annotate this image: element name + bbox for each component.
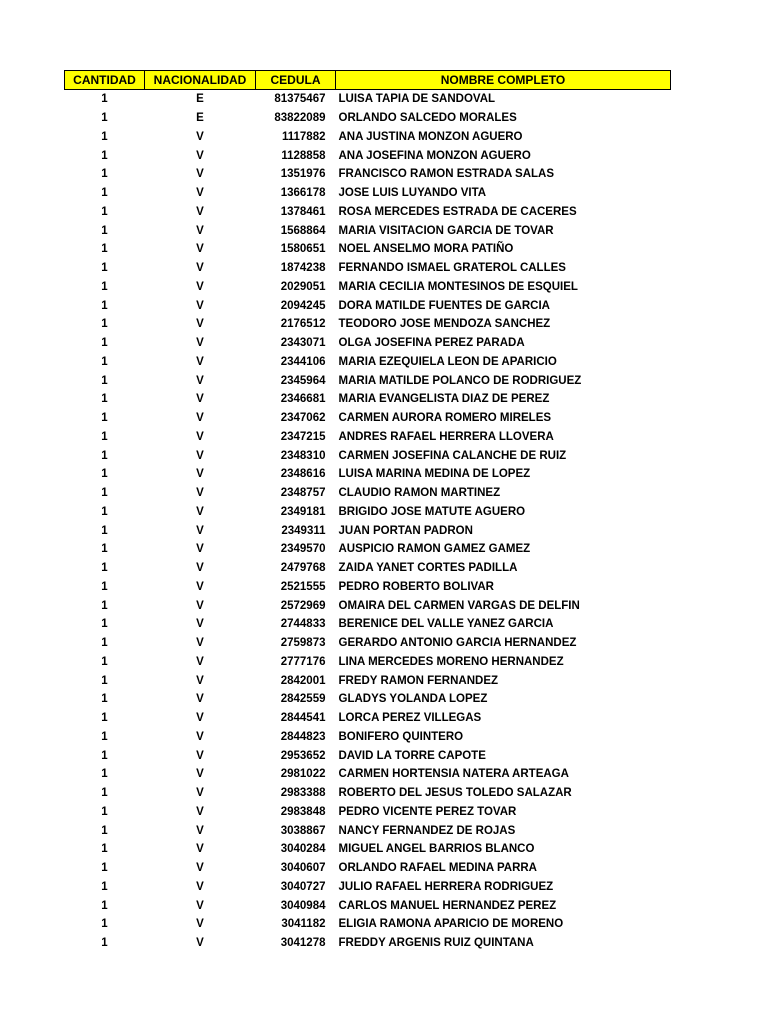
cedula-cell[interactable]: 1128858 <box>281 149 326 162</box>
cedula-cell[interactable]: 2349311 <box>281 524 326 537</box>
nacionalidad-cell[interactable]: V <box>196 487 204 500</box>
nombre-cell[interactable]: LINA MERCEDES MORENO HERNANDEZ <box>338 655 564 668</box>
cantidad-cell[interactable]: 1 <box>101 430 108 443</box>
cedula-cell[interactable]: 3041182 <box>281 918 326 931</box>
table-row <box>65 484 671 503</box>
table-row <box>65 353 671 372</box>
table-row <box>65 634 671 653</box>
nombre-cell[interactable]: LORCA PEREZ VILLEGAS <box>338 712 482 725</box>
cedula-cell[interactable]: 2344106 <box>280 355 326 368</box>
table-row <box>65 728 671 747</box>
cantidad-cell[interactable]: 1 <box>101 543 108 556</box>
nacionalidad-cell[interactable]: V <box>196 355 204 368</box>
cantidad-cell[interactable]: 1 <box>101 562 108 575</box>
cantidad-cell[interactable]: 1 <box>101 880 108 893</box>
table-row <box>65 671 671 690</box>
cedula-cell[interactable]: 2347215 <box>280 430 326 443</box>
cedula-cell[interactable]: 2094245 <box>280 299 326 312</box>
nombre-cell[interactable]: DAVID LA TORRE CAPOTE <box>338 749 486 762</box>
table-row <box>65 146 671 165</box>
nacionalidad-cell[interactable]: V <box>196 149 204 162</box>
nombre-cell[interactable]: PEDRO ROBERTO BOLIVAR <box>338 580 494 593</box>
cedula-cell[interactable]: 2842001 <box>280 674 326 687</box>
table-row <box>65 540 671 559</box>
table-row <box>65 109 671 128</box>
cedula-cell[interactable]: 2346681 <box>280 393 326 406</box>
cedula-cell[interactable]: 2348616 <box>280 468 326 481</box>
cantidad-cell[interactable]: 1 <box>101 937 108 950</box>
nacionalidad-cell[interactable]: V <box>196 562 204 575</box>
nacionalidad-cell[interactable]: V <box>196 318 204 331</box>
nacionalidad-cell[interactable]: V <box>196 262 204 275</box>
nombre-cell[interactable]: MARIA EZEQUIELA LEON DE APARICIO <box>338 355 557 368</box>
cedula-cell[interactable]: 2981022 <box>280 768 326 781</box>
nombre-cell[interactable]: BERENICE DEL VALLE YANEZ GARCIA <box>338 618 554 631</box>
nombre-cell[interactable]: ELIGIA RAMONA APARICIO DE MORENO <box>338 918 564 931</box>
cantidad-cell[interactable]: 1 <box>101 337 108 350</box>
nombre-cell[interactable]: CLAUDIO RAMON MARTINEZ <box>338 487 501 500</box>
cantidad-cell[interactable]: 1 <box>101 599 108 612</box>
table-row <box>65 184 671 203</box>
cedula-cell[interactable]: 2348310 <box>280 449 326 462</box>
cantidad-cell[interactable]: 1 <box>101 280 108 293</box>
table-row <box>65 296 671 315</box>
cedula-cell[interactable]: 1351976 <box>280 168 326 181</box>
cantidad-cell[interactable]: 1 <box>101 862 108 875</box>
nacionalidad-cell[interactable]: V <box>196 280 204 293</box>
nombre-cell[interactable]: BONIFERO QUINTERO <box>338 730 464 743</box>
cedula-cell[interactable]: 2348757 <box>280 487 326 500</box>
nacionalidad-cell[interactable]: V <box>196 449 204 462</box>
cedula-cell[interactable]: 3040284 <box>280 843 326 856</box>
cantidad-cell[interactable]: 1 <box>101 730 108 743</box>
cedula-cell[interactable]: 2349570 <box>280 543 326 556</box>
nacionalidad-cell[interactable]: V <box>196 224 204 237</box>
cedula-cell[interactable]: 2345964 <box>280 374 326 387</box>
cantidad-cell[interactable]: 1 <box>101 712 108 725</box>
cantidad-cell[interactable]: 1 <box>101 412 108 425</box>
nombre-cell[interactable]: ROSA MERCEDES ESTRADA DE CACERES <box>338 205 577 218</box>
table-row <box>65 278 671 297</box>
nacionalidad-cell[interactable]: V <box>196 674 204 687</box>
header-cedula[interactable]: CEDULA <box>256 71 336 90</box>
cedula-cell[interactable]: 2521555 <box>280 580 326 593</box>
nacionalidad-cell[interactable]: V <box>196 937 204 950</box>
table-row <box>65 878 671 897</box>
nacionalidad-cell[interactable]: V <box>196 862 204 875</box>
table-row <box>65 615 671 634</box>
table-row <box>65 334 671 353</box>
nombre-cell[interactable]: LUISA TAPIA DE SANDOVAL <box>338 93 496 106</box>
cedula-cell[interactable]: 2572969 <box>280 599 326 612</box>
cedula-cell[interactable]: 81375467 <box>274 93 326 106</box>
nacionalidad-cell[interactable]: V <box>196 805 204 818</box>
cedula-cell[interactable]: 2842559 <box>280 693 326 706</box>
cantidad-cell[interactable]: 1 <box>101 243 108 256</box>
nacionalidad-cell[interactable]: V <box>196 543 204 556</box>
table-row <box>65 840 671 859</box>
nacionalidad-cell[interactable]: V <box>196 843 204 856</box>
nacionalidad-cell[interactable]: V <box>196 899 204 912</box>
cantidad-cell[interactable]: 1 <box>101 580 108 593</box>
nombre-cell[interactable]: BRIGIDO JOSE MATUTE AGUERO <box>338 505 526 518</box>
nombre-cell[interactable]: CARMEN AURORA ROMERO MIRELES <box>338 412 552 425</box>
header-cantidad[interactable]: CANTIDAD <box>65 71 145 90</box>
nombre-cell[interactable]: FRANCISCO RAMON ESTRADA SALAS <box>338 168 555 181</box>
table-row <box>65 690 671 709</box>
cantidad-cell[interactable]: 1 <box>101 318 108 331</box>
cantidad-cell[interactable]: 1 <box>101 374 108 387</box>
cedula-cell[interactable]: 2844541 <box>280 712 326 725</box>
cedula-cell[interactable]: 2777176 <box>280 655 326 668</box>
cantidad-cell[interactable]: 1 <box>101 299 108 312</box>
cantidad-cell[interactable]: 1 <box>101 899 108 912</box>
table-row <box>65 709 671 728</box>
nacionalidad-cell[interactable]: V <box>196 880 204 893</box>
nacionalidad-cell[interactable]: V <box>196 187 204 200</box>
cantidad-cell[interactable]: 1 <box>101 918 108 931</box>
cedula-cell[interactable]: 2759873 <box>280 637 326 650</box>
nacionalidad-cell[interactable]: V <box>196 637 204 650</box>
nombre-cell[interactable]: ANDRES RAFAEL HERRERA LLOVERA <box>338 430 554 443</box>
cantidad-cell[interactable]: 1 <box>101 149 108 162</box>
cedula-cell[interactable]: 2844823 <box>280 730 326 743</box>
nombre-cell[interactable]: NANCY FERNANDEZ DE ROJAS <box>338 824 516 837</box>
nacionalidad-cell[interactable]: V <box>196 130 204 143</box>
nacionalidad-cell[interactable]: V <box>196 337 204 350</box>
cedula-cell[interactable]: 1874238 <box>280 262 326 275</box>
nombre-cell[interactable]: LUISA MARINA MEDINA DE LOPEZ <box>338 468 531 481</box>
data-table <box>64 70 671 953</box>
cantidad-cell[interactable]: 1 <box>101 618 108 631</box>
table-row <box>65 803 671 822</box>
nacionalidad-cell[interactable]: V <box>196 599 204 612</box>
nombre-cell[interactable]: MIGUEL ANGEL BARRIOS BLANCO <box>338 843 535 856</box>
nacionalidad-cell[interactable]: V <box>196 393 204 406</box>
nombre-cell[interactable]: JULIO RAFAEL HERRERA RODRIGUEZ <box>338 880 554 893</box>
nacionalidad-cell[interactable]: V <box>196 299 204 312</box>
nombre-cell[interactable]: NOEL ANSELMO MORA PATIÑO <box>338 243 514 256</box>
table-row <box>65 315 671 334</box>
table-row <box>65 390 671 409</box>
nombre-cell[interactable]: ZAIDA YANET CORTES PADILLA <box>338 562 518 575</box>
table-row <box>65 746 671 765</box>
nacionalidad-cell[interactable]: V <box>196 168 204 181</box>
cantidad-cell[interactable]: 1 <box>101 355 108 368</box>
nombre-cell[interactable]: MARIA EVANGELISTA DIAZ DE PEREZ <box>338 393 550 406</box>
nombre-cell[interactable]: OLGA JOSEFINA PEREZ PARADA <box>338 337 525 350</box>
nacionalidad-cell[interactable]: V <box>196 712 204 725</box>
nacionalidad-cell[interactable]: V <box>196 505 204 518</box>
table-row <box>65 446 671 465</box>
nombre-cell[interactable]: ANA JUSTINA MONZON AGUERO <box>338 130 523 143</box>
nacionalidad-cell[interactable]: V <box>196 693 204 706</box>
nombre-cell[interactable]: GLADYS YOLANDA LOPEZ <box>338 693 488 706</box>
nacionalidad-cell[interactable]: V <box>196 655 204 668</box>
table-row <box>65 428 671 447</box>
cedula-cell[interactable]: 3038867 <box>280 824 326 837</box>
table-row <box>65 784 671 803</box>
cedula-cell[interactable]: 2343071 <box>280 337 326 350</box>
nacionalidad-cell[interactable]: E <box>196 93 204 106</box>
cantidad-cell[interactable]: 1 <box>101 93 108 106</box>
table-row <box>65 521 671 540</box>
table-row <box>65 259 671 278</box>
table-body <box>65 90 671 953</box>
header-nombre-completo[interactable]: NOMBRE COMPLETO <box>336 71 671 90</box>
spreadsheet <box>64 70 670 953</box>
cedula-cell[interactable]: 3040607 <box>280 862 326 875</box>
nombre-cell[interactable]: DORA MATILDE FUENTES DE GARCIA <box>338 299 550 312</box>
table-row <box>65 765 671 784</box>
cantidad-cell[interactable]: 1 <box>101 843 108 856</box>
table-row <box>65 596 671 615</box>
table-row <box>65 859 671 878</box>
nacionalidad-cell[interactable]: E <box>196 112 204 125</box>
cedula-cell[interactable]: 83822089 <box>274 112 326 125</box>
cantidad-cell[interactable]: 1 <box>101 205 108 218</box>
header-row <box>65 71 671 90</box>
nombre-cell[interactable]: ORLANDO RAFAEL MEDINA PARRA <box>338 862 537 875</box>
cantidad-cell[interactable]: 1 <box>101 674 108 687</box>
table-row <box>65 409 671 428</box>
table-row <box>65 821 671 840</box>
nombre-cell[interactable]: ORLANDO SALCEDO MORALES <box>338 112 517 125</box>
table-row <box>65 203 671 222</box>
cantidad-cell[interactable]: 1 <box>101 468 108 481</box>
nacionalidad-cell[interactable]: V <box>196 918 204 931</box>
cantidad-cell[interactable]: 1 <box>101 824 108 837</box>
table-row <box>65 240 671 259</box>
table-row <box>65 896 671 915</box>
table-row <box>65 915 671 934</box>
cedula-cell[interactable]: 3040727 <box>280 880 326 893</box>
nombre-cell[interactable]: PEDRO VICENTE PEREZ TOVAR <box>338 805 517 818</box>
nacionalidad-cell[interactable]: V <box>196 768 204 781</box>
table-row <box>65 371 671 390</box>
cantidad-cell[interactable]: 1 <box>101 224 108 237</box>
table-row <box>65 934 671 953</box>
nacionalidad-cell[interactable]: V <box>196 580 204 593</box>
cantidad-cell[interactable]: 1 <box>101 262 108 275</box>
nacionalidad-cell[interactable]: V <box>196 468 204 481</box>
cedula-cell[interactable]: 1117882 <box>281 130 326 143</box>
cedula-cell[interactable]: 2953652 <box>280 749 326 762</box>
cantidad-cell[interactable]: 1 <box>101 449 108 462</box>
nombre-cell[interactable]: CARLOS MANUEL HERNANDEZ PEREZ <box>338 899 557 912</box>
cedula-cell[interactable]: 2744833 <box>280 618 326 631</box>
cedula-cell[interactable]: 1378461 <box>280 205 326 218</box>
nacionalidad-cell[interactable]: V <box>196 412 204 425</box>
nombre-cell[interactable]: AUSPICIO RAMON GAMEZ GAMEZ <box>338 543 531 556</box>
cantidad-cell[interactable]: 1 <box>101 487 108 500</box>
nombre-cell[interactable]: TEODORO JOSE MENDOZA SANCHEZ <box>338 318 551 331</box>
nombre-cell[interactable]: OMAIRA DEL CARMEN VARGAS DE DELFIN <box>338 599 580 612</box>
cantidad-cell[interactable]: 1 <box>101 749 108 762</box>
cantidad-cell[interactable]: 1 <box>101 168 108 181</box>
table-row <box>65 221 671 240</box>
nombre-cell[interactable]: CARMEN JOSEFINA CALANCHE DE RUIZ <box>338 449 567 462</box>
nacionalidad-cell[interactable]: V <box>196 205 204 218</box>
cedula-cell[interactable]: 2176512 <box>280 318 326 331</box>
cedula-cell[interactable]: 1366178 <box>280 187 326 200</box>
nombre-cell[interactable]: ANA JOSEFINA MONZON AGUERO <box>338 149 531 162</box>
nacionalidad-cell[interactable]: V <box>196 243 204 256</box>
nacionalidad-cell[interactable]: V <box>196 524 204 537</box>
cantidad-cell[interactable]: 1 <box>101 393 108 406</box>
cantidad-cell[interactable]: 1 <box>101 505 108 518</box>
cantidad-cell[interactable]: 1 <box>101 637 108 650</box>
nacionalidad-cell[interactable]: V <box>196 824 204 837</box>
cantidad-cell[interactable]: 1 <box>101 805 108 818</box>
cedula-cell[interactable]: 2983388 <box>280 787 326 800</box>
nombre-cell[interactable]: JOSE LUIS LUYANDO VITA <box>338 187 487 200</box>
table-row <box>65 559 671 578</box>
nombre-cell[interactable]: FREDY RAMON FERNANDEZ <box>338 674 499 687</box>
nombre-cell[interactable]: FREDDY ARGENIS RUIZ QUINTANA <box>338 937 534 950</box>
table-row <box>65 465 671 484</box>
nombre-cell[interactable]: MARIA CECILIA MONTESINOS DE ESQUIEL <box>338 280 578 293</box>
cantidad-cell[interactable]: 1 <box>101 187 108 200</box>
table-row <box>65 90 671 109</box>
cedula-cell[interactable]: 3040984 <box>280 899 326 912</box>
cantidad-cell[interactable]: 1 <box>101 655 108 668</box>
nombre-cell[interactable]: FERNANDO ISMAEL GRATEROL CALLES <box>338 262 566 275</box>
nacionalidad-cell[interactable]: V <box>196 730 204 743</box>
cantidad-cell[interactable]: 1 <box>101 768 108 781</box>
nacionalidad-cell[interactable]: V <box>196 787 204 800</box>
nombre-cell[interactable]: CARMEN HORTENSIA NATERA ARTEAGA <box>338 768 569 781</box>
table-row <box>65 503 671 522</box>
cedula-cell[interactable]: 2983848 <box>280 805 326 818</box>
nombre-cell[interactable]: GERARDO ANTONIO GARCIA HERNANDEZ <box>338 637 577 650</box>
header-nacionalidad[interactable]: NACIONALIDAD <box>145 71 256 90</box>
table-row <box>65 165 671 184</box>
nacionalidad-cell[interactable]: V <box>196 374 204 387</box>
cantidad-cell[interactable]: 1 <box>101 130 108 143</box>
cantidad-cell[interactable]: 1 <box>101 524 108 537</box>
nacionalidad-cell[interactable]: V <box>196 618 204 631</box>
cedula-cell[interactable]: 2349181 <box>280 505 326 518</box>
cedula-cell[interactable]: 2479768 <box>280 562 326 575</box>
table-row <box>65 578 671 597</box>
cedula-cell[interactable]: 3041278 <box>280 937 326 950</box>
nombre-cell[interactable]: ROBERTO DEL JESUS TOLEDO SALAZAR <box>338 787 572 800</box>
cedula-cell[interactable]: 2347062 <box>280 412 326 425</box>
cedula-cell[interactable]: 1568864 <box>280 224 326 237</box>
cantidad-cell[interactable]: 1 <box>101 693 108 706</box>
nacionalidad-cell[interactable]: V <box>196 430 204 443</box>
cedula-cell[interactable]: 2029051 <box>280 280 326 293</box>
nacionalidad-cell[interactable]: V <box>196 749 204 762</box>
cedula-cell[interactable]: 1580651 <box>280 243 326 256</box>
table-row <box>65 128 671 147</box>
cantidad-cell[interactable]: 1 <box>101 112 108 125</box>
nombre-cell[interactable]: MARIA MATILDE POLANCO DE RODRIGUEZ <box>338 374 582 387</box>
nombre-cell[interactable]: JUAN PORTAN PADRON <box>338 524 473 537</box>
nombre-cell[interactable]: MARIA VISITACION GARCIA DE TOVAR <box>338 224 554 237</box>
table-row <box>65 653 671 672</box>
cantidad-cell[interactable]: 1 <box>101 787 108 800</box>
